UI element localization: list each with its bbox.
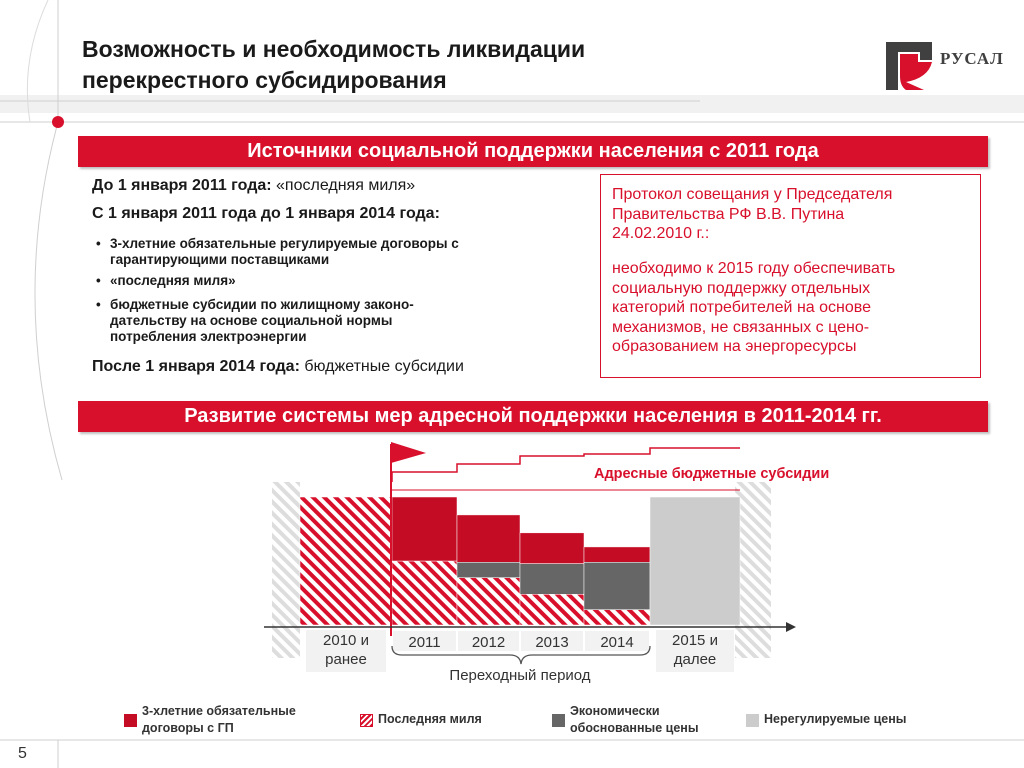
protocol-heading-line-3: 24.02.2010 г.: (612, 225, 710, 242)
protocol-heading-line-2: Правительства РФ В.В. Путина (612, 205, 845, 223)
legend-label-contracts (142, 703, 296, 737)
line-before-2011 (92, 177, 415, 195)
x-axis-labels (306, 630, 734, 672)
x-tick-label-5-1: далее (673, 651, 717, 668)
bullet-1-line-1: 3-хлетние обязательные регулируемые договоры с (110, 236, 459, 251)
line-after-2014-bold: После 1 января 2014 года: (92, 358, 300, 375)
bar-econ-prices-3 (520, 564, 584, 595)
bullet-2-line-1: «последняя миля» (110, 273, 236, 288)
protocol-heading (612, 185, 892, 244)
legend-contracts-line-1: 3-хлетние обязательные (142, 704, 296, 718)
legend-swatch-mile (360, 714, 373, 727)
legend-label-mile: Последняя миля (378, 712, 482, 726)
bullet-dot: • (96, 297, 101, 312)
title-line-2: перекрестного субсидирования (82, 67, 447, 93)
transition-label: Переходный период (449, 667, 591, 684)
bullet-3-line-1: бюджетные субсидии по жилищному законо- (110, 297, 414, 312)
fade-edge-left (272, 482, 300, 658)
flag-icon (391, 442, 426, 463)
annotation-subsidies: Адресные бюджетные субсидии (594, 466, 830, 482)
protocol-body-line-5: образованием на энергоресурсы (612, 338, 857, 355)
bar-unregulated-5 (650, 497, 740, 625)
protocol-body-line-1: необходимо к 2015 году обеспечивать (612, 260, 896, 277)
x-tick-label-3-0: 2013 (535, 634, 569, 651)
bullet-dot: • (96, 273, 101, 288)
x-tick-label-1-0: 2011 (408, 634, 441, 651)
protocol-heading-line-1: Протокол совещания у Председателя (612, 186, 893, 203)
bullet-dot: • (96, 236, 101, 251)
bullet-1-line-2: гарантирующими поставщиками (110, 252, 330, 267)
chart-bars (300, 497, 740, 625)
bullet-3-line-2: дательству на основе социальной нормы (110, 313, 393, 328)
bullet-item-3 (96, 297, 580, 345)
legend-swatch-econ (552, 714, 565, 727)
line-after-2014-rest: бюджетные субсидии (299, 358, 464, 375)
protocol-body-line-2: социальную поддержку отдельных (612, 279, 871, 297)
section-banner-sources: Источники социальной поддержки населения с 2011 года (78, 136, 988, 167)
bar-econ-prices-4 (584, 562, 650, 609)
protocol-body-line-4: механизмов, не связанных с цено- (612, 318, 870, 336)
bar-contracts-2 (457, 515, 520, 562)
line-before-2011-rest: «последняя миля» (271, 177, 416, 194)
bullet-item-2 (96, 273, 580, 289)
bar-last-mile-0 (300, 497, 392, 625)
legend-swatch-contracts (124, 714, 137, 727)
protocol-body-line-3: категорий потребителей на основе (612, 299, 871, 316)
section-banner-development: Развитие системы мер адресной поддержки населения в 2011-2014 гг. (78, 401, 988, 432)
x-axis-arrow-icon (786, 622, 796, 632)
page-number: 5 (18, 745, 27, 762)
accent-dot (52, 116, 64, 128)
line-after-2014 (92, 358, 464, 376)
support-transition-chart (0, 436, 1024, 696)
bar-last-mile-4 (584, 610, 650, 625)
bar-contracts-1 (392, 497, 457, 561)
chart-legend (124, 703, 984, 739)
x-tick-label-4-0: 2014 (600, 634, 634, 651)
bullet-item-1 (96, 236, 580, 268)
x-tick-label-0-1: ранее (325, 651, 367, 668)
legend-label-econ (570, 703, 699, 737)
bar-last-mile-2 (457, 578, 520, 625)
protocol-body (612, 259, 895, 357)
legend-econ-line-2: обоснованные цены (570, 721, 699, 735)
bullet-3-line-3: потребления электроэнергии (110, 329, 307, 344)
title-line-1: Возможность и необходимость ликвидации (82, 36, 586, 62)
bar-contracts-4 (584, 547, 650, 562)
legend-swatch-unreg (746, 714, 759, 727)
bar-last-mile-3 (520, 594, 584, 625)
logo-text: РУСАЛ (940, 49, 1004, 68)
page-title (82, 34, 722, 96)
x-tick-label-0-0: 2010 и (323, 632, 369, 649)
bar-contracts-3 (520, 533, 584, 564)
x-tick-label-5-0: 2015 и (672, 632, 718, 649)
legend-label-unreg: Нерегулируемые цены (764, 712, 907, 726)
x-tick-label-2-0: 2012 (471, 634, 506, 651)
legend-econ-line-1: Экономически (570, 704, 660, 718)
bar-econ-prices-2 (457, 562, 520, 577)
bar-last-mile-1 (392, 561, 457, 625)
legend-contracts-line-2: договоры с ГП (142, 721, 234, 735)
fade-edge-right (735, 482, 771, 658)
line-before-2011-bold: До 1 января 2011 года: (92, 177, 272, 194)
protocol-box (600, 174, 981, 378)
line-2011-2014-bold: С 1 января 2011 года до 1 января 2014 года: (92, 205, 440, 222)
line-2011-2014 (92, 205, 440, 223)
